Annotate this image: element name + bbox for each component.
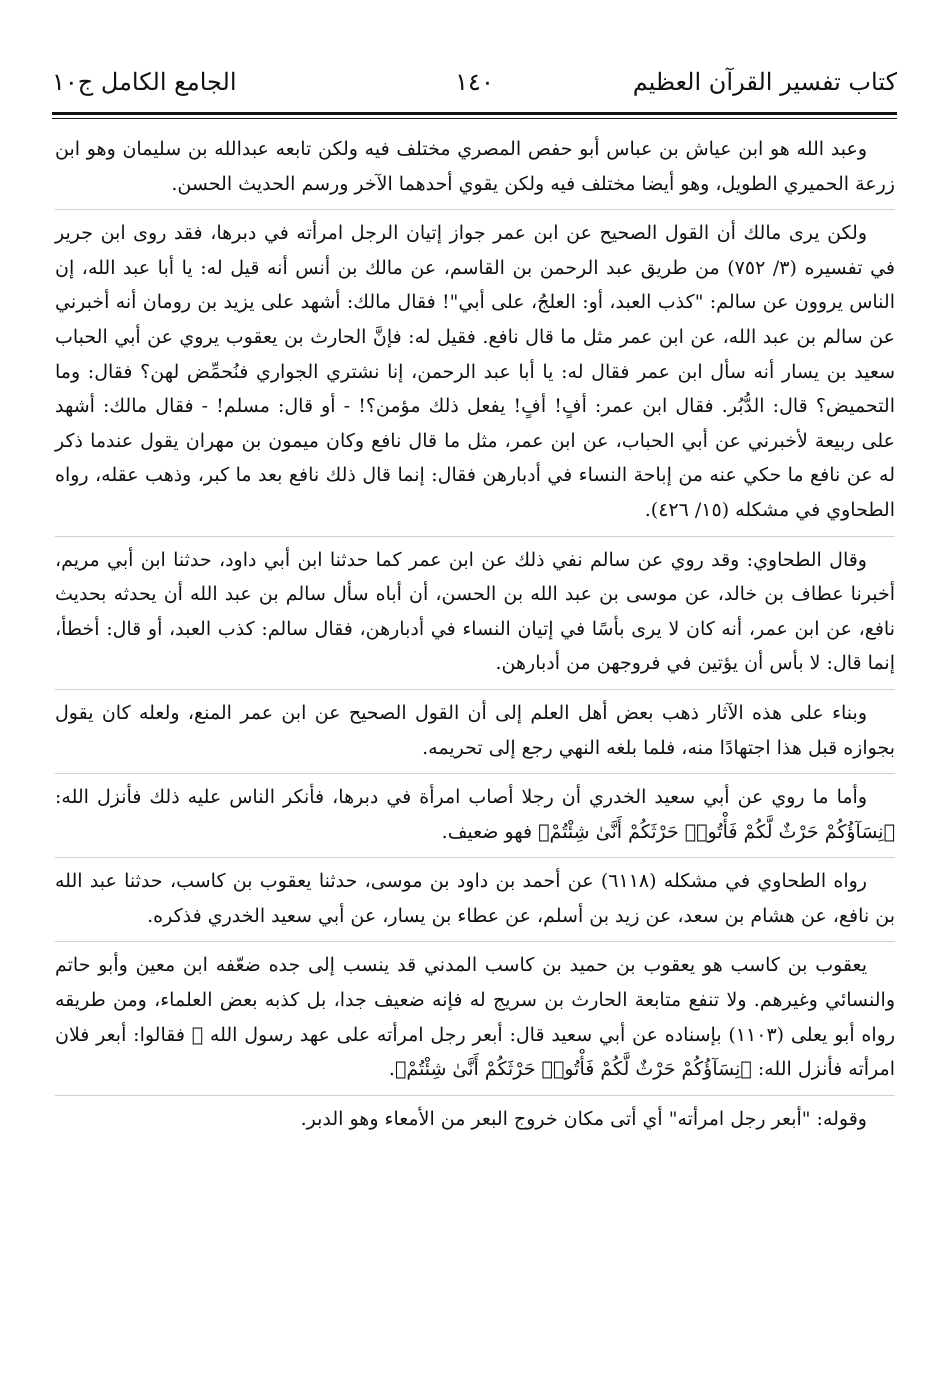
paragraph-divider [55, 773, 895, 774]
paragraph-divider [55, 857, 895, 858]
paragraph-8: وقوله: "أبعر رجل امرأته" أي أتى مكان خروج البعر من الأمعاء وهو الدبر. [300, 1107, 867, 1130]
paragraph-divider [55, 209, 895, 210]
paragraph-4: وبناء على هذه الآثار ذهب بعض أهل العلم إلى أن القول الصحيح عن ابن عمر المنع، ولعله كان يقول بجوازه قبل هذا اجتهادًا منه، فلما بلغه النهي رجع إلى تحريمه. [55, 701, 895, 759]
paragraph-divider [55, 536, 895, 537]
paragraph-7: يعقوب بن كاسب هو يعقوب بن حميد بن كاسب المدني قد ينسب إلى جده ضعّفه ابن معين وأبو حاتم والنسائي وغيرهم. ولا تنفع متابعة الحارث بن سريج له فإنه ضعيف جدا، بل كذبه بعض العلماء، ومن طريقه رواه أبو يعلى (١١٠٣) بإسناده عن أبي سعيد قال: أبعر رجل امرأته على عهد رسول الله ﷺ فقالوا: أبعر فلان امرأته فأنزل الله: ﴿نِسَآؤُكُمْ حَرْثٌ لَّكُمْ فَأْتُوا۟ حَرْثَكُمْ أَنَّىٰ شِئْتُمْ﴾. [55, 954, 896, 1081]
header-rule-thin [52, 118, 897, 119]
paragraph-6: رواه الطحاوي في مشكله (٦١١٨) عن أحمد بن داود بن موسى، حدثنا يعقوب بن كاسب، حدثنا عبد الله بن نافع، عن هشام بن سعد، عن زيد بن أسلم، عن عطاء بن يسار، عن أبي سعيد الخدري فذكره. [55, 870, 895, 927]
page-body [55, 132, 895, 1136]
paragraph-divider [55, 689, 895, 690]
paragraph-5: وأما ما روي عن أبي سعيد الخدري أن رجلا أصاب امرأة في دبرها، فأنكر الناس عليه ذلك فأنزل الله: ﴿نِسَآؤُكُمْ حَرْثٌ لَّكُمْ فَأْتُوا۟ حَرْثَكُمْ أَنَّىٰ شِئْتُمْ﴾ فهو ضعيف. [55, 786, 895, 843]
book-title: كتاب تفسير القرآن العظيم [632, 68, 897, 96]
paragraph-divider [55, 1095, 895, 1096]
page-header [52, 60, 897, 108]
volume-title: الجامع الكامل ج١٠ [52, 68, 237, 96]
paragraph-divider [55, 941, 895, 942]
paragraph-3: وقال الطحاوي: وقد روي عن سالم نفي ذلك عن ابن عمر كما حدثنا ابن أبي داود، حدثنا ابن أبي مريم، أخبرنا عطاف بن خالد، عن موسى بن عبد الله بن الحسن، أن أباه سأل سالم بن عبد الله أن يحدثه بحديث نافع، عن ابن عمر، أنه كان لا يرى بأسًا في إتيان النساء في أدبارهن، فقال سالم: كذب العبد، أو قال: أخطأ، إنما قال: لا بأس أن يؤتين في فروجهن من أدبارهن. [55, 548, 895, 675]
header-rule-thick [52, 112, 897, 115]
page-number: ١٤٠ [455, 68, 494, 96]
paragraph-1: وعبد الله هو ابن عياش بن عباس أبو حفص المصري مختلف فيه ولكن تابعه عبدالله بن سليمان وهو ابن زرعة الحميري الطويل، وهو أيضا مختلف فيه ولكن يقوي أحدهما الآخر ورسم الحديث الحسن. [55, 138, 895, 195]
paragraph-2: ولكن يرى مالك أن القول الصحيح عن ابن عمر جواز إتيان الرجل امرأته في دبرها، فقد روى ابن جرير في تفسيره (٣/ ٧٥٢) من طريق عبد الرحمن بن القاسم، عن مالك بن أنس أنه قيل له: يا أبا عبد الله، إن الناس يروون عن سالم: "كذب العبد، أو: العلجُ، على أبي"! فقال مالك: أشهد على يزيد بن رومان أنه أخبرني عن سالم بن عبد الله، عن ابن عمر مثل ما قال نافع. فقيل له: فإنَّ الحارث بن يعقوب يروي عن أبي الحباب سعيد بن يسار أنه سأل ابن عمر فقال له: يا أبا عبد الرحمن، إنا نشتري الجواري فنُحمِّض لهن؟ فقال: وما التحميض؟ قال: الدُّبُر. فقال ابن عمر: أفٍ! أفٍ! يفعل ذلك مؤمن؟! - أو قال: مسلم! - فقال مالك: أشهد على ربيعة لأخبرني عن أبي الحباب، عن ابن عمر، مثل ما قال نافع وكان ميمون بن مهران يقول عندما ذكر له عن نافع ما حكي عنه من إباحة النساء في أدبارهن فقال: إنما قال ذلك نافع بعد ما كبر، وذهب عقله، رواه الطحاوي في مشكله (١٥/ ٤٢٦). [55, 222, 895, 521]
